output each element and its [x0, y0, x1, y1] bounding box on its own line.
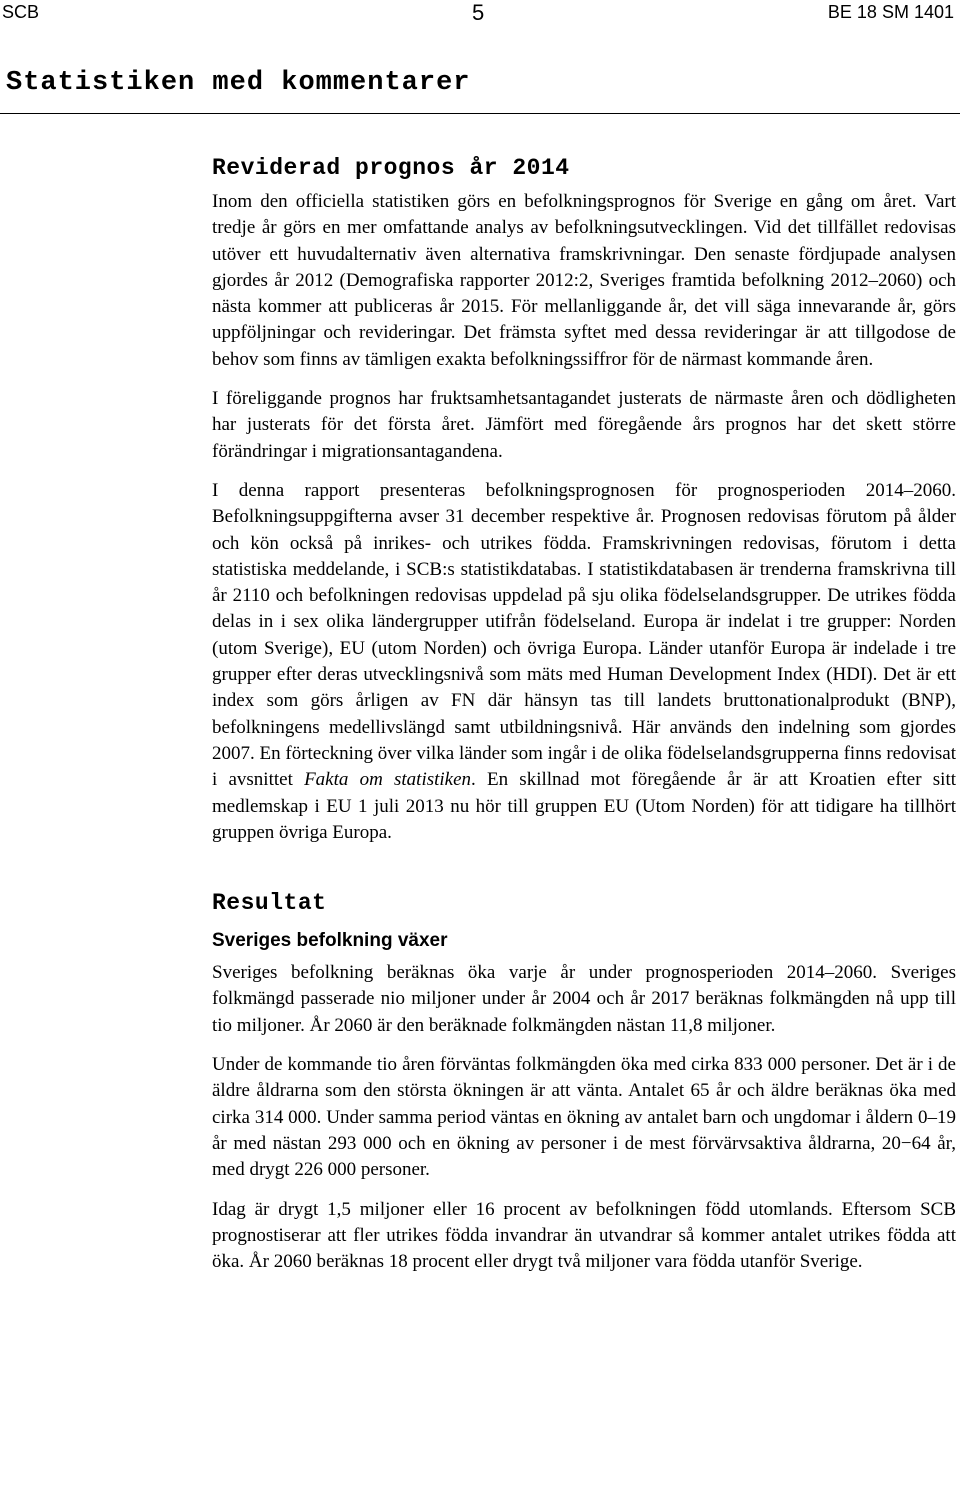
section-heading-results: Resultat [212, 890, 327, 917]
paragraph-report-scope [212, 478, 956, 846]
paragraph-forecast-intro: Inom den officiella statistiken görs en befolkningsprognos för Sverige en gång om året. Vart tredje år görs en mer omfattande analys av befolkningsutvecklingen. Vid det tillfället redovisas utöver ett huvudalternativ även alternativa framskrivningar. Den senaste fördjupade analysen gjordes år 2012 (Demografiska rapporter 2012:2, Sveriges framtida befolkning 2012–2060) och nästa kommer att publiceras år 2015. För mellanliggande år, det vill säga innevarande år, görs uppföljningar och revideringar. Det främsta syftet med dessa revideringar är att tillgodose de behov som finns av tämligen exakta befolkningssiffror för de närmast kommande åren. [212, 191, 956, 370]
paragraph-population-growth: Sveriges befolkning beräknas öka varje år under prognosperioden 2014–2060. Sveriges folkmängd passerade nio miljoner under år 2004 och år 2017 beräknas folkmängden nå upp till tio miljoner. År 2060 är den beräknade folkmängden nästan 11,8 miljoner. [212, 962, 956, 1036]
main-content [212, 155, 956, 1288]
page-header [0, 0, 960, 28]
paragraph-report-scope-text: I denna rapport presenteras befolkningsprognosen för prognosperioden 2014–2060. Befolkningsuppgifterna avser 31 december respektive år. Prognosen redovisas förutom på ålder och kön också på inrikes- och utrikes födda. Framskrivningen redovisas, förutom i detta statistiska meddelande, i SCB:s statistikdatabas. I statistikdatabasen är trenderna framskrivna till år 2110 och befolkningen redovisas uppdelad på sju olika födelselandsgrupper. De utrikes födda delas in i sex olika ländergrupper utifrån födelseland. Europa är indelat i tre grupper: Norden (utom Sverige), EU (utom Norden) och övriga Europa. Länder utanför Europa är indelade i tre grupper efter deras utvecklingsnivå som mäts med Human Development Index (HDI). Det är ett index som görs årligen av FN där hänsyn tas till landets bruttonationalprodukt (BNP), befolkningens medellivslängd samt utbildningsnivå. Här används den indelning som gjordes 2007. En förteckning över vilka länder som ingår i de olika födelselandsgrupperna finns redovisat i avsnittet [212, 479, 956, 791]
title-divider [0, 113, 960, 114]
header-document-id: BE 18 SM 1401 [827, 2, 954, 22]
paragraph-foreign-born: Idag är drygt 1,5 miljoner eller 16 procent av befolkningen född utomlands. Eftersom SCB prognostiserar att fler utrikes födda invandrar än utvandrar så kommer antalet utrikes födda att öka. År 2060 beräknas 18 procent eller drygt två miljoner vara födda utanför Sverige. [212, 1198, 956, 1273]
page-title: Statistiken med kommentarer [6, 68, 471, 98]
subheading-population-growth: Sveriges befolkning växer [212, 930, 448, 952]
page-number: 5 [472, 0, 485, 25]
header-org: SCB [2, 2, 40, 22]
paragraph-report-scope-tail: . En skillnad mot föregående år är att Kroatien efter sitt medlemskap i EU 1 juli 2013 nu hör till gruppen EU (Utom Norden) för att tidigare ha tillhört gruppen övriga Europa. [212, 769, 956, 843]
section-heading-revised-forecast: Reviderad prognos år 2014 [212, 155, 570, 181]
paragraph-ten-year-outlook: Under de kommande tio åren förväntas folkmängden öka med cirka 833 000 personer. Det är i de äldre åldrarna som den största ökningen är att vänta. Antalet 65 år och äldre beräknas öka med cirka 314 000. Under samma period väntas en ökning av antalet barn och ungdomar i åldern 0–19 år med nästan 293 000 och en ökning av personer i de mest förvärvsaktiva åldrarna, 20−64 år, med drygt 226 000 personer. [212, 1054, 956, 1181]
paragraph-adjustments: I föreliggande prognos har fruktsamhetsantagandet justerats de närmaste åren och dödligheten har justerats för det första året. Jämfört med föregående års prognos har det skett större förändringar i migrationsantagandena. [212, 388, 956, 462]
facts-about-statistics-reference: Fakta om statistiken [304, 769, 472, 791]
